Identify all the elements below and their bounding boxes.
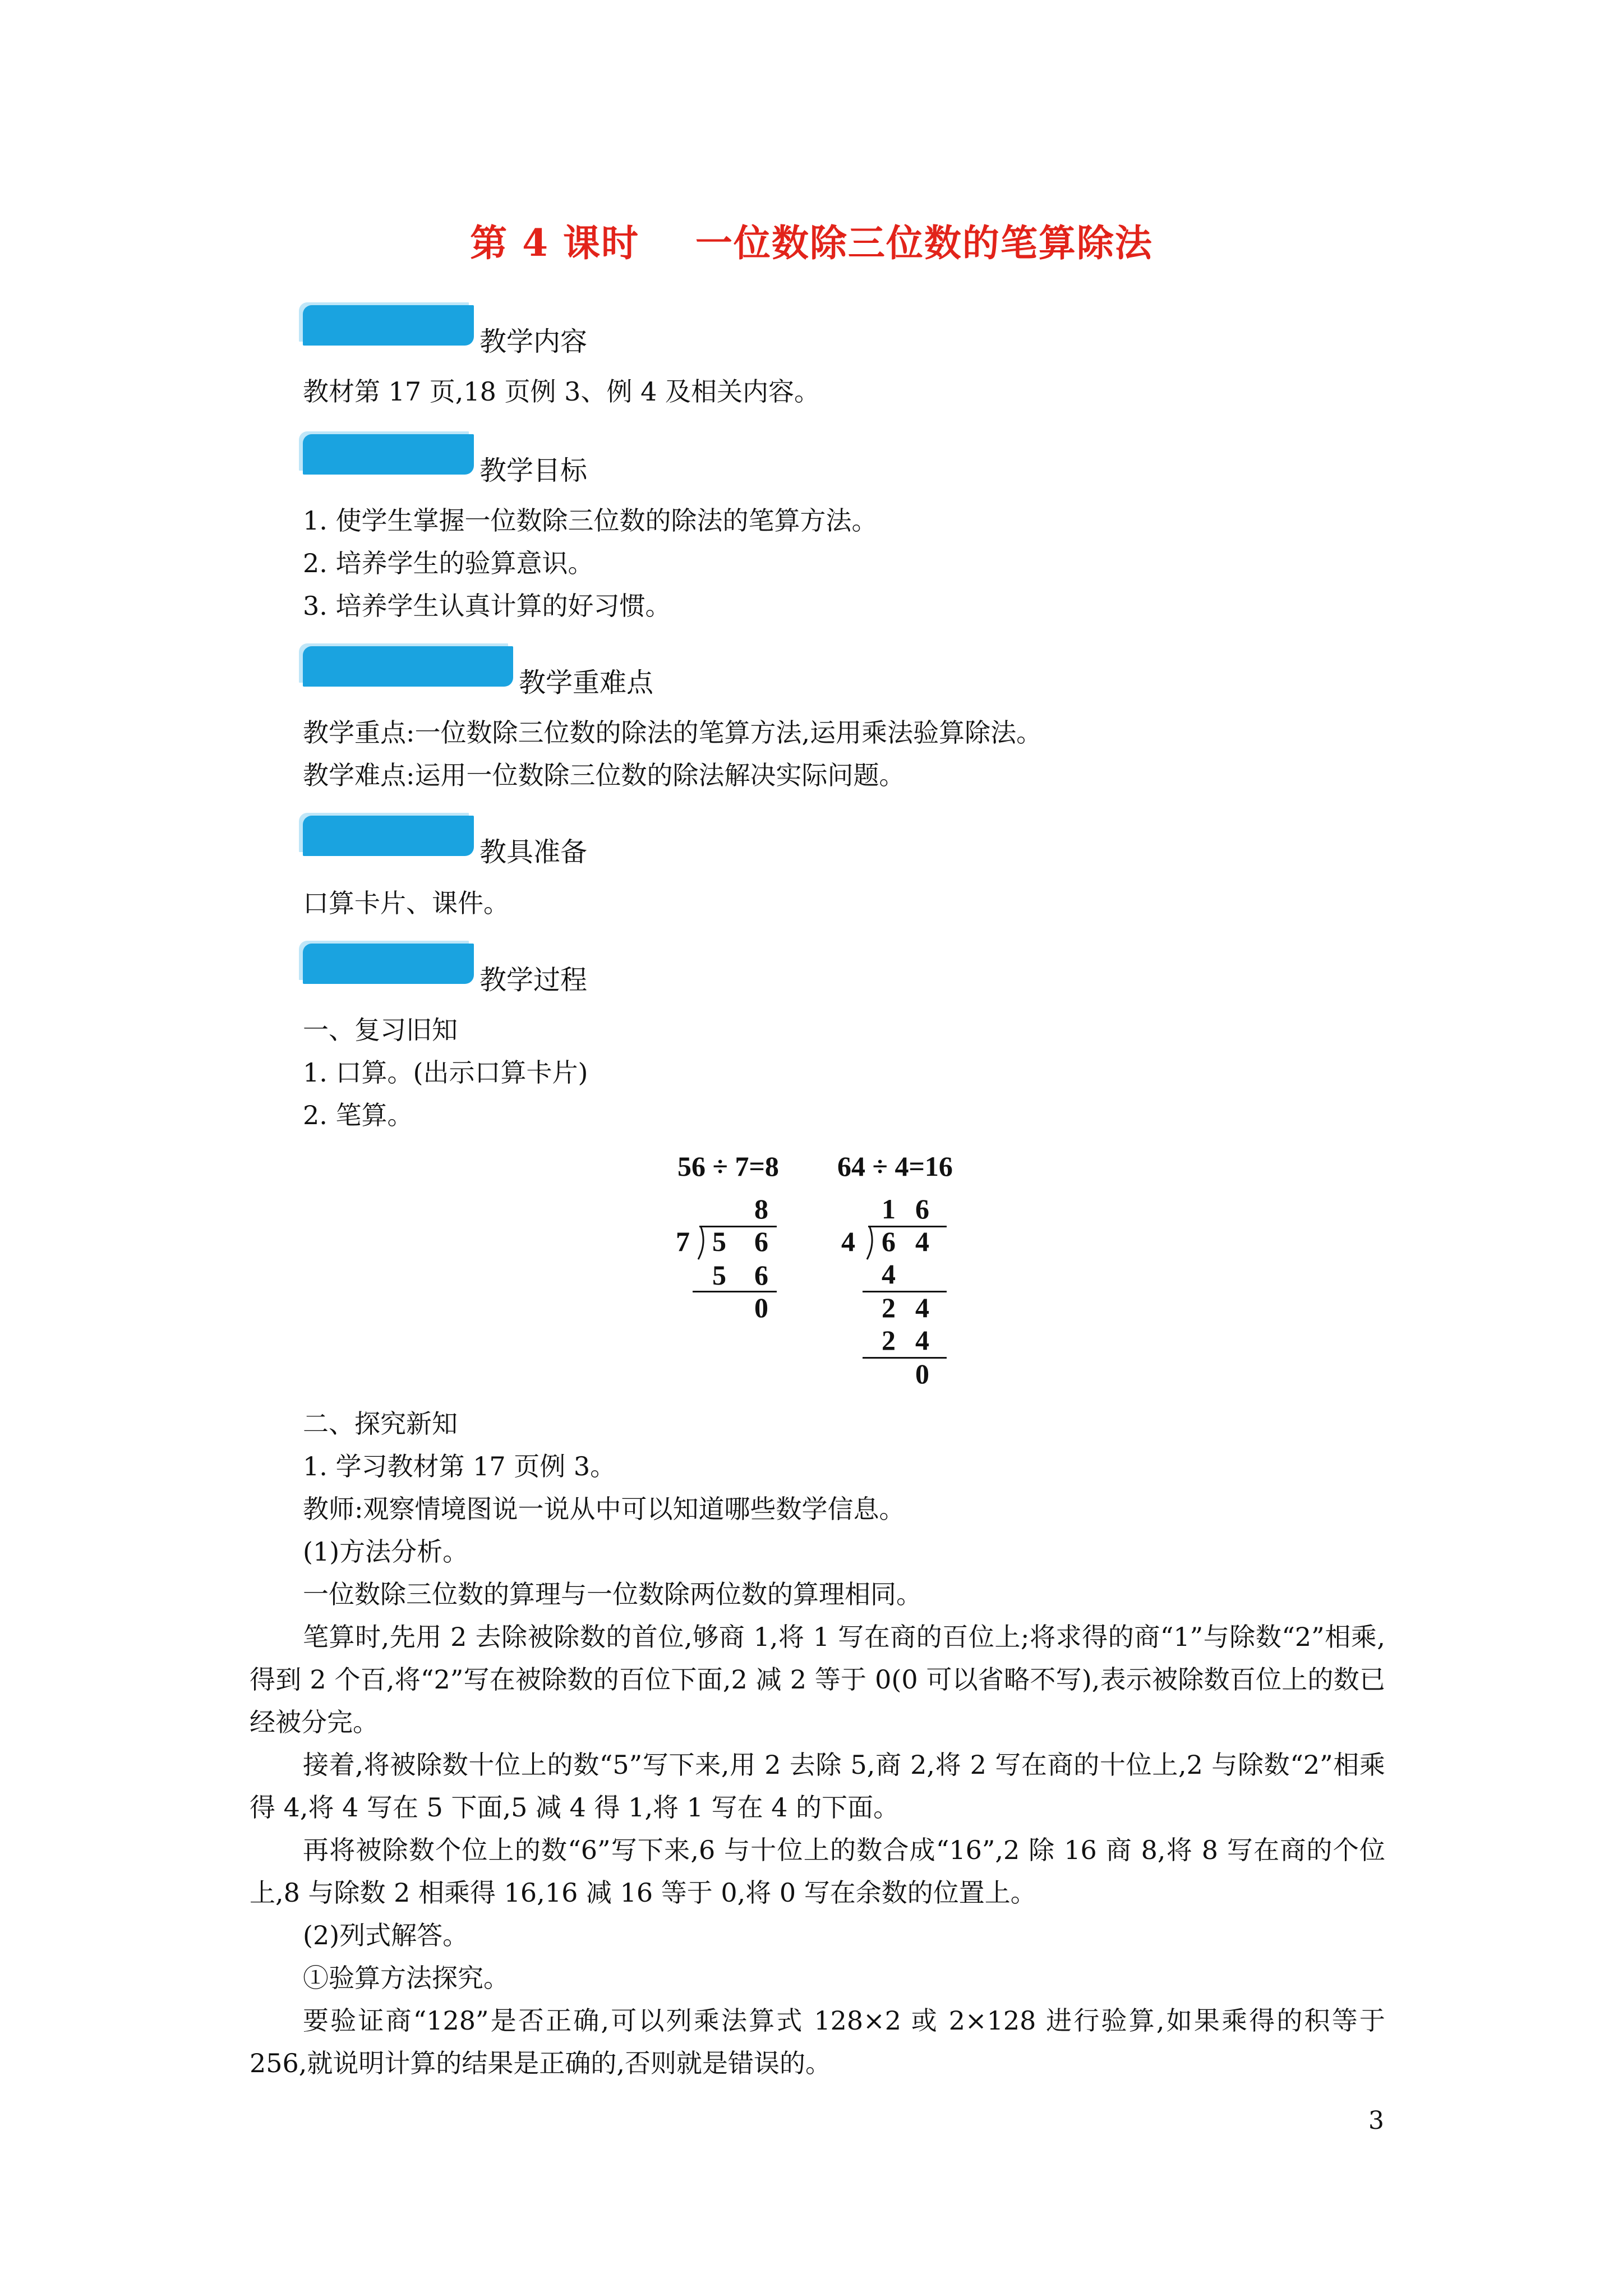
review-item-2: 2. 笔算。	[303, 1100, 413, 1130]
subtrahend-digit: 6	[754, 1259, 768, 1291]
check-paragraph: 要验证商“128”是否正确,可以列乘法算式 128×2 或 2×128 进行验算,如果乘得的积等于 256,就说明计算的结果是正确的,否则就是错误的。	[250, 2005, 1385, 2078]
section-header-bar	[303, 816, 474, 856]
subtraction-line	[863, 1357, 947, 1359]
method-paragraph-1: 笔算时,先用 2 去除被除数的首位,够商 1,将 1 写在商的百位上;将求得的商“1”与除数“2”相乘,得到 2 个百,将“2”写在被除数的百位下面,2 减 2 等于 0(0 可以省略不写),表示被除数百位上的数已经被分完。	[250, 1622, 1385, 1737]
divisor: 7	[676, 1226, 690, 1257]
dividend-digit: 6	[882, 1226, 896, 1257]
content-text: 教材第 17 页,18 页例 3、例 4 及相关内容。	[303, 376, 820, 407]
quotient-digit: 6	[915, 1193, 929, 1225]
goal-item: 3. 培养学生认真计算的好习惯。	[303, 591, 671, 621]
difficult-point: 教学难点:运用一位数除三位数的除法解决实际问题。	[303, 760, 905, 790]
goal-item: 1. 使学生掌握一位数除三位数的除法的笔算方法。	[303, 505, 878, 536]
dividend-digit: 6	[754, 1226, 768, 1257]
quotient-digit: 1	[882, 1193, 896, 1225]
method-intro: 一位数除三位数的算理与一位数除两位数的算理相同。	[303, 1579, 922, 1609]
check-title: ①验算方法探究。	[303, 1963, 509, 1993]
division-bar	[868, 1226, 947, 1227]
section-header-label: 教学内容	[479, 326, 588, 357]
subtrahend-digit: 2	[882, 1324, 896, 1356]
method-paragraph-3: 再将被除数个位上的数“6”写下来,6 与十位上的数合成“16”,2 除 16 商 8,将 8 写在商的个位上,8 与除数 2 相乘得 16,16 减 16 等于 0,将 0 写在余数的位置上。	[250, 1835, 1385, 1908]
section-header-label: 教具准备	[479, 836, 588, 868]
teacher-prompt: 教师:观察情境图说一说从中可以知道哪些数学信息。	[303, 1494, 905, 1524]
method-paragraph-2: 接着,将被除数十位上的数“5”写下来,用 2 去除 5,商 2,将 2 写在商的十位上,2 与除数“2”相乘得 4,将 4 写在 5 下面,5 减 4 得 1,将 1 写在 4 的下面。	[250, 1750, 1385, 1823]
solve-title: (2)列式解答。	[303, 1920, 469, 1950]
explore-heading: 二、探究新知	[303, 1409, 458, 1439]
remainder: 0	[754, 1292, 768, 1323]
subtrahend-digit: 5	[712, 1259, 726, 1291]
section-header-bar	[303, 646, 513, 687]
bring-down-digit: 4	[915, 1292, 929, 1323]
quotient-digit: 8	[754, 1193, 768, 1225]
subtrahend-digit: 4	[915, 1324, 929, 1356]
explore-item-1: 1. 学习教材第 17 页例 3。	[303, 1451, 616, 1481]
long-division-1	[676, 1192, 788, 1327]
page-title: 第 4 课时 一位数除三位数的笔算除法	[470, 221, 1153, 265]
division-bracket	[693, 1226, 709, 1260]
divisor: 4	[841, 1226, 855, 1257]
remainder: 0	[915, 1358, 929, 1389]
section-header-bar	[303, 944, 474, 984]
bring-down-digit: 2	[882, 1292, 896, 1323]
section-header-label: 教学过程	[479, 964, 588, 996]
section-header-label: 教学重难点	[519, 667, 654, 698]
method-title: (1)方法分析。	[303, 1536, 469, 1567]
equation-2: 64 ÷ 4=16	[837, 1151, 953, 1182]
section-header-bar	[303, 434, 474, 475]
division-bracket	[861, 1226, 878, 1260]
review-item-1: 1. 口算。(出示口算卡片)	[303, 1057, 588, 1088]
prep-text: 口算卡片、课件。	[303, 888, 509, 918]
page-number: 3	[1368, 2106, 1384, 2135]
dividend-digit: 5	[712, 1226, 726, 1257]
subtraction-line	[863, 1291, 947, 1292]
long-division-2	[840, 1192, 952, 1394]
key-point: 教学重点:一位数除三位数的除法的笔算方法,运用乘法验算除法。	[303, 717, 1043, 748]
review-heading: 一、复习旧知	[303, 1015, 458, 1045]
dividend-digit: 4	[915, 1226, 929, 1257]
section-header-bar	[303, 305, 474, 346]
equation-1: 56 ÷ 7=8	[677, 1151, 779, 1182]
section-header-label: 教学目标	[479, 455, 588, 486]
subtrahend-digit: 4	[882, 1258, 896, 1290]
goal-item: 2. 培养学生的验算意识。	[303, 548, 594, 578]
